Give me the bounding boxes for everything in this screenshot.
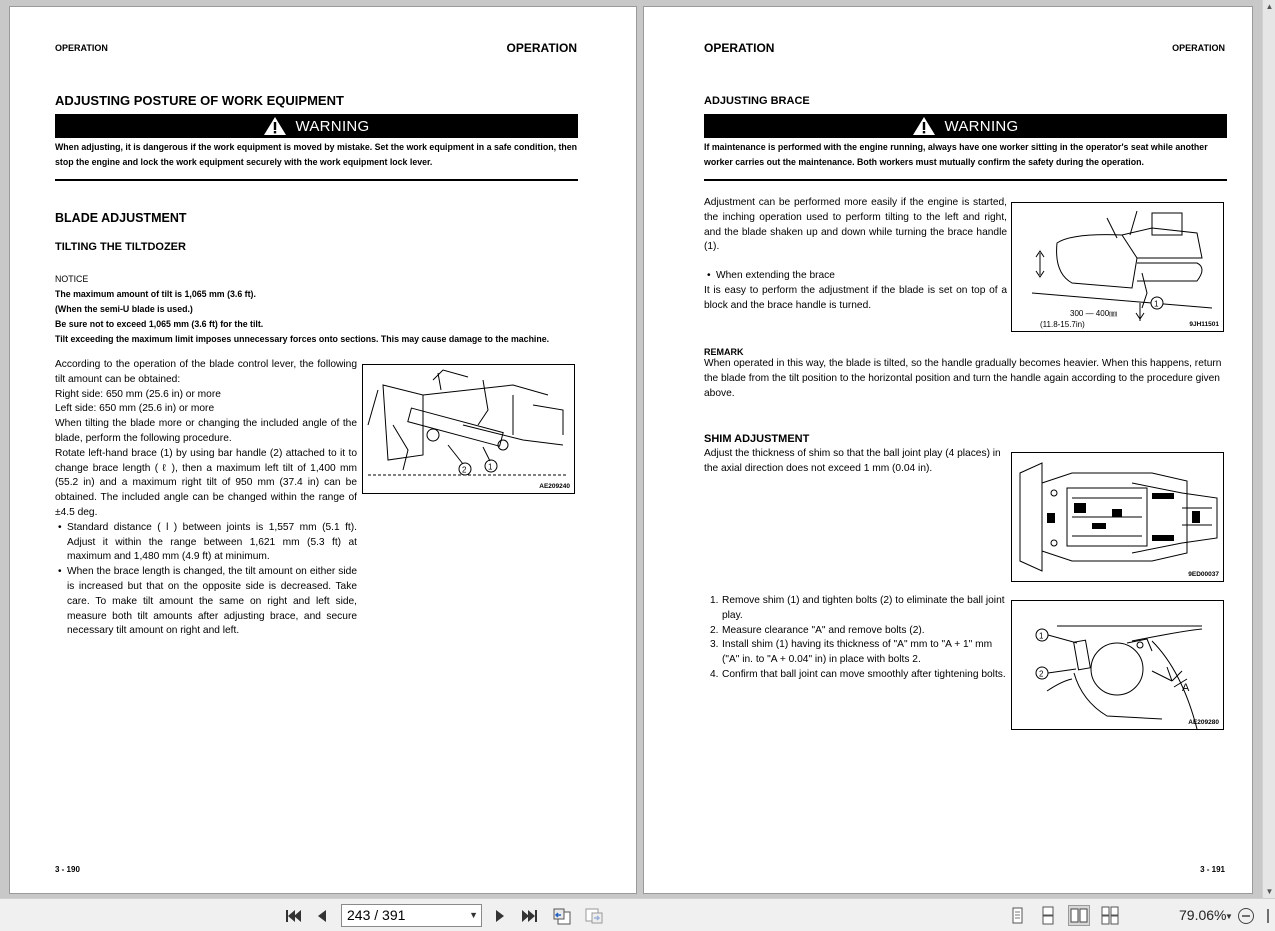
pdf-page-left (9, 6, 637, 894)
warning-triangle-icon (912, 116, 936, 136)
page-number-select[interactable] (341, 904, 482, 927)
notice-line: The maximum amount of tilt is 1,065 mm (3.6 ft). (55, 289, 256, 299)
notice-title: NOTICE (55, 274, 89, 284)
step-number: 2. (710, 624, 719, 636)
notice-line: (When the semi-U blade is used.) (55, 304, 193, 314)
next-page-button[interactable] (491, 906, 509, 926)
first-page-button[interactable] (283, 906, 303, 926)
pdf-page-right (643, 6, 1253, 894)
bullet-list (704, 269, 1007, 284)
step-item (704, 624, 1009, 639)
paragraph: Right side: 650 mm (25.6 in) or more (55, 388, 221, 400)
warning-label: WARNING (944, 117, 1019, 135)
figure-shim-topview (1011, 452, 1224, 582)
figure-brace-extend (1011, 202, 1224, 332)
page-title: ADJUSTING BRACE (704, 95, 810, 107)
warning-banner (704, 114, 1227, 138)
step-text: Measure clearance "A" and remove bolts (2). (722, 624, 925, 636)
bottom-toolbar (0, 898, 1275, 931)
single-page-icon (1007, 906, 1027, 925)
ball-joint-diagram (1012, 601, 1223, 729)
previous-page-button[interactable] (313, 906, 331, 926)
zoom-slider[interactable] (1262, 906, 1274, 926)
shim-title: SHIM ADJUSTMENT (704, 433, 810, 445)
figure-dimension: (11.8-15.7in) (1040, 320, 1085, 329)
header-right: OPERATION (506, 41, 577, 55)
figure-label: 1 (488, 462, 493, 472)
step-number: 4. (710, 668, 719, 680)
zoom-out-icon (1237, 907, 1255, 925)
paragraph: According to the operation of the blade control lever, the following tilt amount can be obtained: (55, 359, 357, 385)
figure-label: 1 (1039, 631, 1044, 641)
divider (55, 179, 578, 181)
notice-line: Tilt exceeding the maximum limit imposes unnecessary forces onto sections. This may cause damage to the machine. (55, 334, 550, 344)
figure-code: AE209280 (1188, 719, 1219, 726)
body-text (55, 358, 357, 639)
first-page-icon (284, 908, 302, 924)
zoom-out-button[interactable] (1236, 906, 1256, 926)
forward-view-icon (584, 907, 604, 925)
dozer-diagram (1012, 203, 1223, 331)
page-number: 3 - 190 (55, 865, 80, 874)
step-text: Confirm that ball joint can move smoothly after tightening bolts. (722, 668, 1006, 680)
remark-block (704, 347, 1229, 401)
last-page-icon (521, 908, 539, 924)
last-page-button[interactable] (519, 906, 541, 926)
slider-handle-icon (1265, 907, 1271, 925)
figure-dimension: 300 — 400㎜ (1070, 309, 1118, 318)
two-page-view-button[interactable] (1068, 905, 1090, 926)
notice-line: Be sure not to exceed 1,065 mm (3.6 ft) for the tilt. (55, 319, 264, 329)
paragraph: Adjustment can be performed more easily if the engine is started, the inching operation used to perform tilting to the left and right, and the blade shaken up and down while turning the brace handle (1). (704, 197, 1007, 253)
scroll-down-icon[interactable]: ▼ (1265, 887, 1274, 896)
warning-text: If maintenance is performed with the engine running, always have one worker sitting in the operator's seat while another worker carries out the maintenance. Both workers must mutually confirm the safety during the operation. (704, 142, 1208, 167)
next-page-icon (494, 908, 506, 924)
go-back-button[interactable] (551, 906, 573, 926)
brace-diagram (363, 365, 574, 493)
zoom-level[interactable]: 79.06% (1179, 907, 1227, 923)
figure-code: 9JH11501 (1189, 321, 1219, 328)
scroll-up-icon[interactable]: ▲ (1265, 2, 1274, 11)
bullet-list (55, 521, 357, 639)
section-title: BLADE ADJUSTMENT (55, 211, 187, 225)
continuous-page-icon (1038, 906, 1058, 925)
vertical-scrollbar[interactable] (1262, 0, 1275, 898)
step-item (704, 638, 1009, 668)
paragraph: It is easy to perform the adjustment if the blade is set on top of a block and the brace handle is turned. (704, 284, 1007, 311)
header-right: OPERATION (1172, 43, 1225, 53)
paragraph: When tilting the blade more or changing the included angle of the blade, perform the following procedure. (55, 418, 357, 444)
step-item (704, 594, 1009, 624)
remark-title: REMARK (704, 347, 744, 357)
bullet-item: • When extending the brace (704, 269, 1007, 284)
frame-diagram (1012, 453, 1223, 581)
step-number: 1. (710, 595, 719, 606)
figure-shim-detail (1011, 600, 1224, 730)
shim-text: Adjust the thickness of shim so that the ball joint play (4 places) in the axial direction does not exceed 1 mm (0.04 in). (704, 448, 1001, 474)
step-text: Install shim (1) having its thickness of "A" mm to "A + 1" mm ("A" in. to "A + 0.04" in) in place with bolts 2. (722, 639, 993, 666)
step-number: 3. (710, 639, 719, 651)
paragraph: Rotate left-hand brace (1) by using bar handle (2) attached to it to change brace length ( ℓ ), then a maximum left tilt of 1,400 mm (55.2 in) and a maximum right tilt of 950 mm (37.4 in) can be obtained. The included angle can be changed within the range of ±4.5 deg. (55, 447, 357, 518)
two-page-icon (1069, 906, 1089, 925)
figure-label: 2 (462, 465, 467, 475)
shim-steps (704, 594, 1009, 683)
figure-code: AE209240 (539, 483, 570, 490)
two-page-scroll-icon (1100, 906, 1120, 925)
bullet-item: • When the brace length is changed, the tilt amount on either side is increased but that on the opposite side is decreased. Take care. To make tilt amount the same on right and left side, measure both tilt amounts after adjusting brace, and secure necessary tilt amount on right and left. (55, 565, 357, 639)
figure-code: 9ED00037 (1188, 571, 1219, 578)
subsection-title: TILTING THE TILTDOZER (55, 241, 186, 253)
previous-page-icon (316, 908, 328, 924)
step-text: Remove shim (1) and tighten bolts (2) to eliminate the ball joint play. (722, 595, 1005, 621)
two-page-continuous-button[interactable] (1099, 905, 1121, 926)
warning-text: When adjusting, it is dangerous if the work equipment is moved by mistake. Set the work equipment in a safe condition, then stop the engine and lock the work equipment securely with the work equipment lock lever. (55, 142, 578, 167)
header-left: OPERATION (55, 43, 108, 53)
header-left: OPERATION (704, 41, 775, 55)
page-title: ADJUSTING POSTURE OF WORK EQUIPMENT (55, 93, 344, 108)
figure-label: A (1182, 682, 1190, 694)
warning-triangle-icon (263, 116, 287, 136)
remark-text: When operated in this way, the blade is tilted, so the handle gradually becomes heavier. When this happens, return the blade from the tilt position to the horizontal position and turn the handle again according to the procedure given above. (704, 358, 1222, 399)
figure-label: 2 (1039, 669, 1044, 679)
figure-brace (362, 364, 575, 494)
figure-label: 1 (1154, 299, 1159, 309)
notice-block (55, 272, 585, 347)
page-number: 3 - 191 (1200, 865, 1225, 874)
zoom-dropdown-icon[interactable]: ▼ (1225, 911, 1233, 921)
single-page-view-button[interactable] (1006, 905, 1028, 926)
divider (704, 179, 1227, 181)
warning-banner (55, 114, 578, 138)
brace-text (704, 196, 1007, 314)
step-item (704, 668, 1009, 683)
bullet-item: • Standard distance ( l ) between joints is 1,557 mm (5.1 ft). Adjust it within the range between 1,621 mm (5.3 ft) at maximum and 1,480 mm (4.9 ft) at minimum. (55, 521, 357, 565)
paragraph: Left side: 650 mm (25.6 in) or more (55, 403, 215, 415)
chevron-down-icon: ▼ (469, 910, 478, 920)
back-view-icon (552, 907, 572, 925)
go-forward-button[interactable] (583, 906, 605, 926)
page-indicator: 243 / 391 (347, 907, 406, 923)
continuous-view-button[interactable] (1037, 905, 1059, 926)
warning-label: WARNING (295, 117, 370, 135)
